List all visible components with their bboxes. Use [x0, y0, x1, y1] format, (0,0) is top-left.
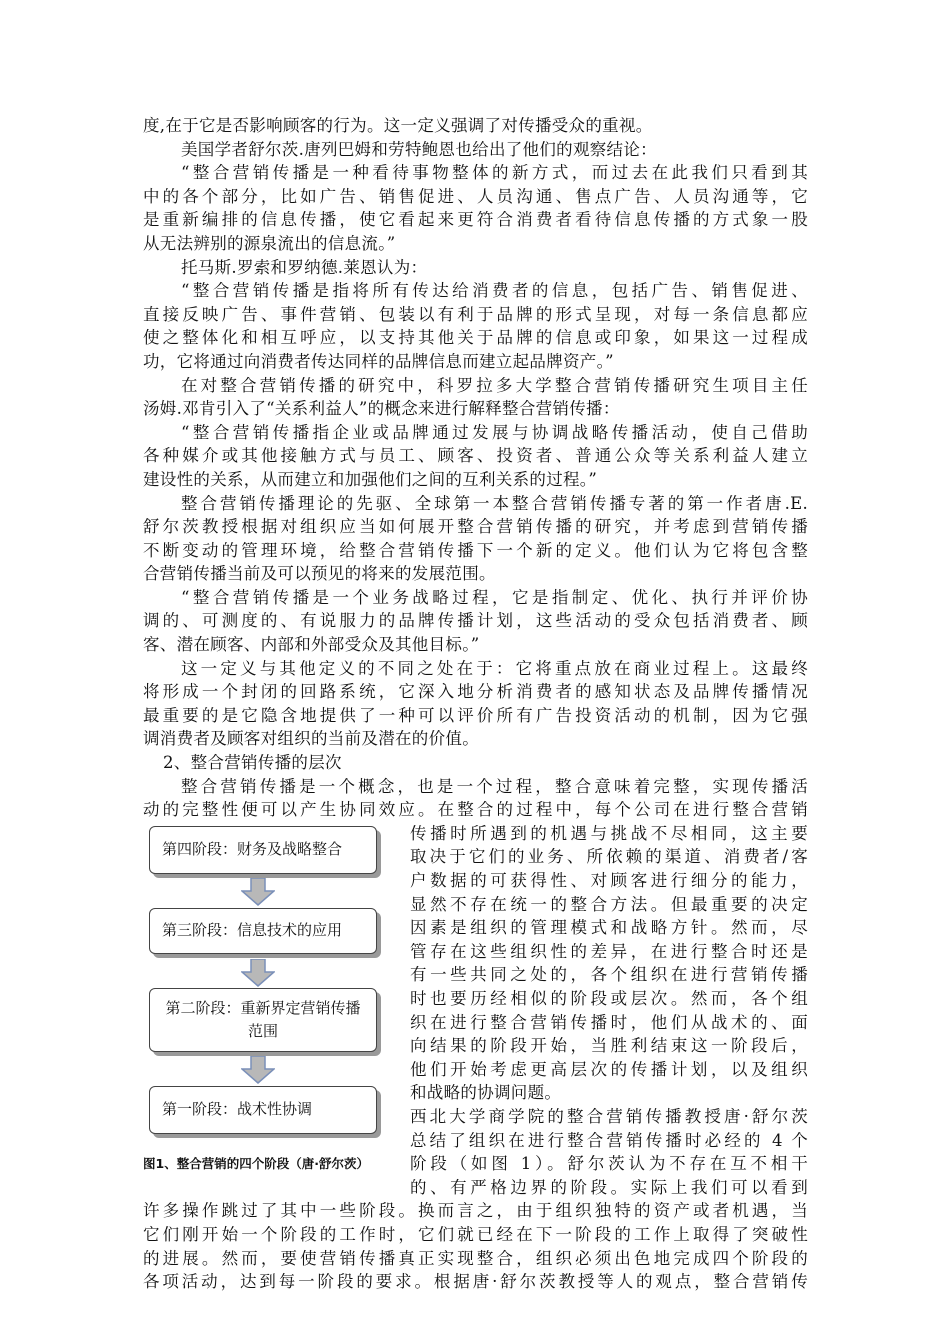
- stage-1-box: [149, 1086, 377, 1134]
- text-line: 中的各个部分，比如广告、销售促进、人员沟通、售点广告、人员沟通等，它: [143, 186, 808, 206]
- text-line: 管存在这些组织性的差异，在进行整合时还是: [410, 941, 808, 961]
- stage-1-label: 第一阶段：战术性协调: [162, 1100, 313, 1119]
- stage-2-box: [149, 988, 377, 1052]
- text-line: 的进展。然而，要使营销传播真正实现整合，组织必须出色地完成四个阶段的: [143, 1248, 808, 1268]
- text-line: 整合营销传播是一个概念，也是一个过程，整合意味着完整，实现传播活: [181, 776, 808, 796]
- stages-figure: [143, 822, 410, 1176]
- text-line: 各项活动，达到每一阶段的要求。根据唐·舒尔茨教授等人的观点，整合营销传: [143, 1272, 808, 1292]
- text-line: 直接反映广告、事件营销、包装以有利于品牌的形式呈现，对每一条信息都应: [143, 304, 808, 324]
- text-line: 美国学者舒尔茨.唐列巴姆和劳特鲍恩也给出了他们的观察结论：: [181, 139, 657, 159]
- text-line: 从无法辨别的源泉流出的信息流。”: [143, 233, 396, 253]
- text-line: 织在进行整合营销传播时，他们从战术的、面: [410, 1012, 808, 1032]
- document-page: [143, 114, 808, 1294]
- text-line: 托马斯.罗索和罗纳德.莱恩认为：: [181, 257, 428, 277]
- text-line: 时也要历经相似的阶段或层次。然而，各个组: [410, 988, 808, 1008]
- text-line: 最重要的是它隐含地提供了一种可以评价所有广告投资活动的机制，因为它强: [143, 705, 808, 725]
- text-line: 他们开始考虑更高层次的传播计划，以及组织: [410, 1059, 808, 1079]
- text-line: 户数据的可获得性、对顾客进行细分的能力，: [410, 871, 808, 890]
- stage-3-label: 第三阶段：信息技术的应用: [162, 921, 343, 940]
- text-line: 许多操作跳过了其中一些阶段。换而言之，由于组织独特的资产或者机遇，当: [143, 1201, 808, 1221]
- text-line: 客、潜在顾客、内部和外部受众及其他目标。”: [143, 635, 480, 655]
- stage-3-box: [149, 908, 377, 954]
- text-line: 它们刚开始一个阶段的工作时，它们就已经在下一阶段的工作上取得了突破性: [143, 1225, 808, 1244]
- text-line: 整合营销传播理论的先驱、全球第一本整合营销传播专著的第一作者唐.E.: [181, 493, 808, 513]
- text-line: “整合营销传播指企业或品牌通过发展与协调战略传播活动，使自己借助: [181, 422, 808, 442]
- text-line: 不断变动的管理环境，给整合营销传播下一个新的定义。他们认为它将包含整: [143, 540, 808, 560]
- text-line: 传播时所遇到的机遇与挑战不尽相同，这主要: [410, 823, 808, 843]
- text-line: 度,在于它是否影响顾客的行为。这一定义强调了对传播受众的重视。: [143, 116, 653, 135]
- text-line: “整合营销传播是指将所有传达给消费者的信息，包括广告、销售促进、: [181, 281, 808, 301]
- text-line: “整合营销传播是一个业务战略过程，它是指制定、优化、执行并评价协: [181, 587, 808, 607]
- text-line: 各种媒介或其他接触方式与员工、顾客、投资者、普通公众等关系利益人建立: [143, 446, 808, 466]
- text-line: 舒尔茨教授根据对组织应当如何展开整合营销传播的研究，并考虑到营销传播: [143, 517, 808, 537]
- body-text-bottom: [143, 1176, 808, 1294]
- text-line: 因素是组织的管理模式和战略方针。然而，尽: [410, 918, 808, 938]
- text-line: 动的完整性便可以产生协同效应。在整合的过程中，每个公司在进行整合营销: [143, 800, 808, 820]
- text-line: 阶段（如图 1）。舒尔茨认为不存在互不相干: [410, 1154, 808, 1174]
- stage-2-label: 第二阶段：重新界定营销传播范围: [165, 998, 361, 1040]
- text-line: 向结果的阶段开始，当胜利结束这一阶段后，: [410, 1036, 808, 1056]
- text-line: 合营销传播当前及可以预见的将来的发展范围。: [143, 564, 496, 584]
- text-line: 功，它将通过向消费者传达同样的品牌信息而建立起品牌资产。”: [143, 351, 614, 371]
- body-text-top: [143, 114, 808, 822]
- figure-caption: 图1、整合营销的四个阶段（唐·舒尔茨）: [143, 1155, 369, 1171]
- text-line: 这一定义与其他定义的不同之处在于：它将重点放在商业过程上。这最终: [181, 658, 808, 678]
- body-text-wrapped: [410, 822, 808, 1176]
- text-line: 调消费者及顾客对组织的当前及潜在的价值。: [143, 729, 479, 749]
- stage-4-label: 第四阶段：财务及战略整合: [162, 840, 343, 859]
- text-line: 取决于它们的业务、所依赖的渠道、消费者/客: [410, 847, 808, 867]
- text-line: 和战略的协调问题。: [410, 1083, 562, 1103]
- down-arrow-icon: [241, 959, 275, 987]
- text-line: 2、整合营销传播的层次: [163, 753, 342, 773]
- figure-wrap-section: [143, 822, 808, 1176]
- text-line: 在对整合营销传播的研究中，科罗拉多大学整合营销传播研究生项目主任: [181, 375, 808, 395]
- down-arrow-icon: [241, 878, 275, 906]
- text-line: “整合营销传播是一种看待事物整体的新方式，而过去在此我们只看到其: [181, 163, 808, 183]
- text-line: 建设性的关系，从而建立和加强他们之间的互利关系的过程。”: [143, 469, 598, 489]
- down-arrow-icon: [241, 1056, 275, 1084]
- text-line: 调的、可测度的、有说服力的品牌传播计划，这些活动的受众包括消费者、顾: [143, 611, 808, 631]
- text-line: 将形成一个封闭的回路系统，它深入地分析消费者的感知状态及品牌传播情况: [143, 682, 808, 702]
- text-line: 有一些共同之处的，各个组织在进行营销传播: [410, 965, 808, 985]
- text-line: 是重新编排的信息传播，使它看起来更符合消费者看待信息传播的方式象一股: [143, 210, 808, 230]
- text-line: 的、有严格边界的阶段。实际上我们可以看到: [410, 1177, 808, 1197]
- text-line: 西北大学商学院的整合营销传播教授唐·舒尔茨: [410, 1106, 808, 1126]
- text-line: 汤姆.邓肯引入了“关系利益人”的概念来进行解释整合营销传播：: [143, 399, 620, 419]
- text-line: 显然不存在统一的整合方法。但最重要的决定: [410, 894, 808, 914]
- text-line: 使之整体化和相互呼应，以支持其他关于品牌的信息或印象，如果这一过程成: [143, 328, 808, 348]
- text-line: 总结了组织在进行整合营销传播时必经的 4 个: [410, 1130, 808, 1150]
- stage-4-box: [149, 826, 377, 874]
